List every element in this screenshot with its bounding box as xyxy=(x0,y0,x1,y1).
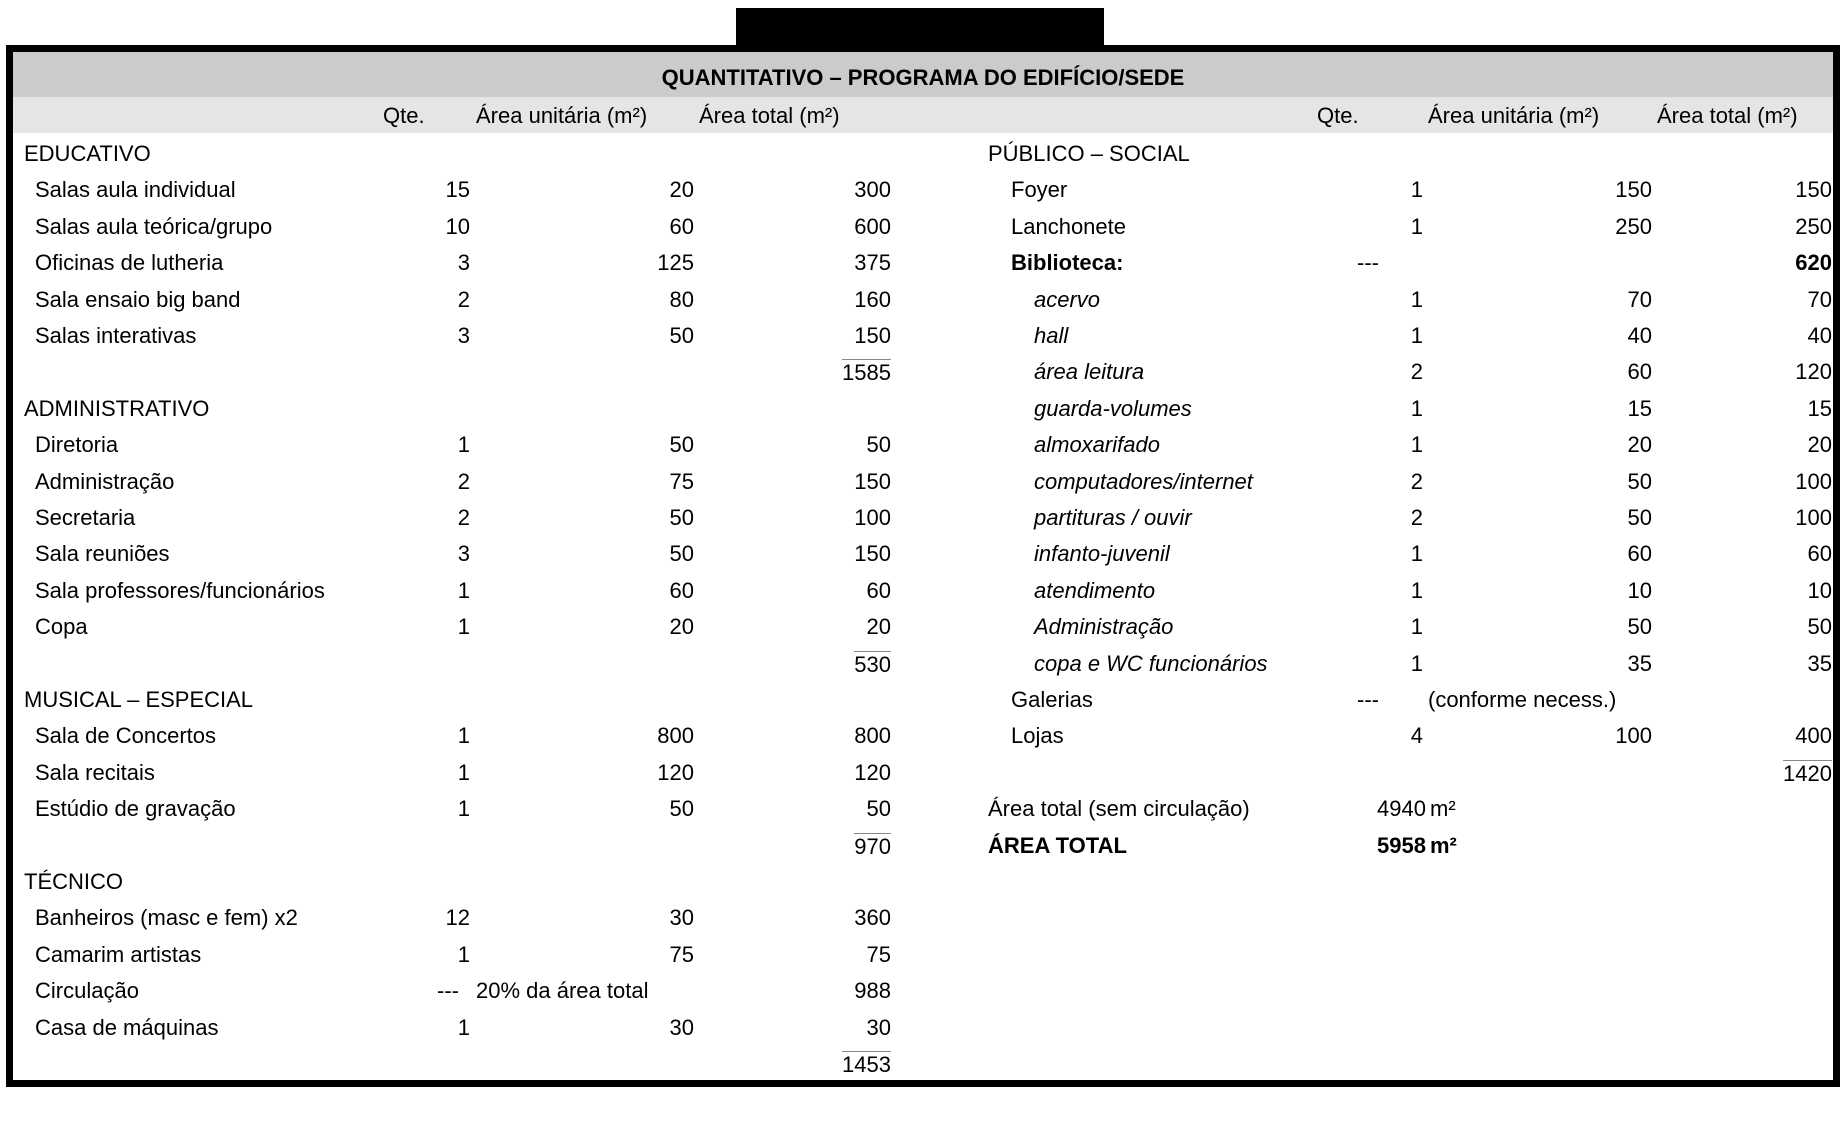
item-qty: 1 xyxy=(1410,286,1423,312)
item-total-area: 600 xyxy=(854,213,891,239)
item-label: Sala professores/funcionários xyxy=(35,577,325,603)
item-unit-area: 50 xyxy=(669,796,694,822)
item-total-area: 100 xyxy=(1795,505,1832,530)
item-qty: 15 xyxy=(445,177,470,203)
item-qty: 1 xyxy=(1410,577,1423,603)
section-subtotal: 1585 xyxy=(842,360,891,386)
item-total-area: 988 xyxy=(854,978,891,1004)
item-qty: 2 xyxy=(457,468,470,494)
library-item-label: partituras / ouvir xyxy=(1034,505,1192,530)
section-heading: ADMINISTRATIVO xyxy=(24,395,210,421)
item-label: Administração xyxy=(35,468,175,494)
item-label: Lojas xyxy=(1011,723,1064,749)
item-total-area: 40 xyxy=(1807,323,1832,348)
item-qty: 1 xyxy=(457,614,470,640)
item-qty: 1 xyxy=(1410,432,1423,458)
item-total-area: 250 xyxy=(1795,213,1832,239)
library-item-label: guarda-volumes xyxy=(1034,395,1192,421)
item-unit-area: 20 xyxy=(669,177,694,203)
section-subtotal: 1453 xyxy=(842,1052,891,1077)
right-qty-header: Qte. xyxy=(1317,103,1359,128)
section-heading: PÚBLICO – SOCIAL xyxy=(988,141,1190,166)
library-item-label: computadores/internet xyxy=(1034,468,1253,494)
net-area-unit: m² xyxy=(1430,796,1456,822)
item-qty: 1 xyxy=(457,577,470,603)
item-label: Salas aula teórica/grupo xyxy=(35,213,273,239)
item-total-area: 100 xyxy=(854,505,891,530)
item-qty: 4 xyxy=(1410,723,1423,749)
item-total-area: 15 xyxy=(1807,395,1832,421)
library-item-label: área leitura xyxy=(1034,359,1145,385)
item-label: Banheiros (masc e fem) x2 xyxy=(35,905,298,931)
item-label: Foyer xyxy=(1011,177,1068,203)
item-unit-area: 50 xyxy=(1627,614,1652,640)
left-total-area-header: Área total (m²) xyxy=(699,103,840,128)
item-unit-area: 50 xyxy=(1627,505,1652,530)
library-item-label: atendimento xyxy=(1034,577,1156,603)
item-total-area: 160 xyxy=(854,286,891,312)
item-unit-area: 20 xyxy=(669,614,694,640)
item-qty: 1 xyxy=(1410,614,1423,640)
item-unit-area: 60 xyxy=(1627,359,1652,385)
item-unit-area: 60 xyxy=(1627,541,1652,567)
gross-area-unit: m² xyxy=(1430,832,1457,858)
item-qty: 1 xyxy=(457,796,470,822)
item-label: Sala recitais xyxy=(35,759,155,785)
item-total-area: 120 xyxy=(854,759,891,785)
item-qty: 1 xyxy=(457,723,470,749)
library-item-label: copa e WC funcionários xyxy=(1034,650,1268,676)
section-subtotal: 970 xyxy=(854,833,891,859)
gross-area-value: 5958 xyxy=(1377,832,1426,858)
right-unit-area-header: Área unitária (m²) xyxy=(1428,103,1600,128)
item-total-area: 300 xyxy=(854,177,891,203)
program-table xyxy=(6,45,1840,1087)
item-unit-area: 15 xyxy=(1627,395,1652,421)
item-qty: --- xyxy=(437,978,459,1004)
item-qty: 2 xyxy=(1410,468,1423,494)
item-qty: 2 xyxy=(457,286,470,312)
library-item-label: Administração xyxy=(1034,614,1174,640)
left-qty-header: Qte. xyxy=(383,103,425,128)
item-label: Sala reuniões xyxy=(35,541,170,567)
item-unit-area: 800 xyxy=(657,723,694,749)
item-label: Diretoria xyxy=(35,432,119,458)
item-unit-area: 50 xyxy=(1627,468,1652,494)
item-qty: 3 xyxy=(457,323,470,348)
item-total-area: 150 xyxy=(854,468,891,494)
item-total-area: 35 xyxy=(1807,650,1832,676)
item-unit-area: 50 xyxy=(669,541,694,567)
item-unit-area: 20 xyxy=(1627,432,1652,458)
library-item-label: acervo xyxy=(1034,286,1101,312)
item-unit-area: 35 xyxy=(1627,650,1652,676)
item-label: Estúdio de gravação xyxy=(35,796,236,822)
item-qty: 1 xyxy=(1410,213,1423,239)
item-qty: 2 xyxy=(1410,505,1423,530)
item-unit-area: 20% da área total xyxy=(476,978,649,1004)
item-qty: 10 xyxy=(445,213,470,239)
item-total-area: 50 xyxy=(866,432,891,458)
column-header-band xyxy=(13,97,1833,133)
item-unit-area: 50 xyxy=(669,505,694,530)
item-qty: 12 xyxy=(445,905,470,931)
library-qty: --- xyxy=(1357,250,1379,276)
item-label: Secretaria xyxy=(35,505,136,530)
item-unit-area: 120 xyxy=(657,759,694,785)
item-qty: --- xyxy=(1357,687,1379,712)
section-subtotal: 1420 xyxy=(1783,760,1832,786)
item-total-area: 20 xyxy=(866,614,891,640)
item-unit-area: 40 xyxy=(1627,323,1652,348)
item-qty: 1 xyxy=(1410,177,1423,203)
item-total-area: 10 xyxy=(1807,577,1832,603)
item-total-area: 100 xyxy=(1795,468,1832,494)
library-item-label: hall xyxy=(1034,323,1069,348)
item-unit-area: 30 xyxy=(669,1014,694,1040)
item-total-area: 150 xyxy=(854,323,891,348)
library-item-label: infanto-juvenil xyxy=(1034,541,1170,567)
item-total-area: 50 xyxy=(1807,614,1832,640)
item-unit-area: 50 xyxy=(669,432,694,458)
item-unit-area: 50 xyxy=(669,323,694,348)
library-total: 620 xyxy=(1795,250,1832,276)
item-qty: 1 xyxy=(1410,395,1423,421)
item-label: Sala ensaio big band xyxy=(35,286,241,312)
item-label: Galerias xyxy=(1011,687,1093,712)
section-heading: MUSICAL – ESPECIAL xyxy=(24,687,254,712)
item-label: Lanchonete xyxy=(1011,213,1126,239)
item-label: Copa xyxy=(35,614,88,640)
item-total-area: 75 xyxy=(866,941,891,967)
item-total-area: 60 xyxy=(1807,541,1832,567)
item-unit-area: 75 xyxy=(669,468,694,494)
item-qty: 1 xyxy=(1410,541,1423,567)
item-qty: 2 xyxy=(1410,359,1423,385)
item-unit-area: 125 xyxy=(657,250,694,276)
item-unit-area: 10 xyxy=(1627,577,1652,603)
item-qty: 1 xyxy=(1410,650,1423,676)
item-total-area: 60 xyxy=(866,577,891,603)
item-unit-area: 100 xyxy=(1615,723,1652,749)
item-qty: 3 xyxy=(457,250,470,276)
redaction-tab xyxy=(736,8,1104,48)
library-heading: Biblioteca: xyxy=(1011,250,1124,276)
item-unit-area: 150 xyxy=(1615,177,1652,203)
gross-area-label: ÁREA TOTAL xyxy=(988,832,1127,858)
item-label: Salas aula individual xyxy=(35,177,236,203)
item-label: Circulação xyxy=(35,978,139,1004)
item-unit-area: 75 xyxy=(669,941,694,967)
item-label: Salas interativas xyxy=(35,323,197,348)
item-unit-area: (conforme necess.) xyxy=(1428,687,1617,712)
item-unit-area: 80 xyxy=(669,286,694,312)
item-total-area: 120 xyxy=(1795,359,1832,385)
item-total-area: 150 xyxy=(1795,177,1832,203)
section-heading: EDUCATIVO xyxy=(24,141,151,166)
section-subtotal: 530 xyxy=(854,651,891,677)
item-qty: 3 xyxy=(457,541,470,567)
item-total-area: 400 xyxy=(1795,723,1832,749)
item-unit-area: 30 xyxy=(669,905,694,931)
item-label: Sala de Concertos xyxy=(35,723,216,749)
item-total-area: 70 xyxy=(1807,286,1832,312)
item-label: Casa de máquinas xyxy=(35,1014,219,1040)
item-total-area: 150 xyxy=(854,541,891,567)
item-total-area: 20 xyxy=(1807,432,1832,458)
library-item-label: almoxarifado xyxy=(1034,432,1160,458)
item-label: Camarim artistas xyxy=(35,941,202,967)
item-unit-area: 60 xyxy=(669,213,694,239)
item-qty: 1 xyxy=(1410,323,1423,348)
item-qty: 1 xyxy=(457,432,470,458)
item-total-area: 360 xyxy=(854,905,891,931)
table-title: QUANTITATIVO – PROGRAMA DO EDIFÍCIO/SEDE xyxy=(661,65,1185,90)
item-qty: 1 xyxy=(457,941,470,967)
item-qty: 1 xyxy=(457,1014,470,1040)
section-heading: TÉCNICO xyxy=(24,869,123,894)
left-unit-area-header: Área unitária (m²) xyxy=(476,103,648,128)
item-unit-area: 250 xyxy=(1615,213,1652,239)
title-band xyxy=(13,52,1833,97)
net-area-label: Área total (sem circulação) xyxy=(988,796,1250,822)
right-total-area-header: Área total (m²) xyxy=(1657,103,1798,128)
net-area-value: 4940 xyxy=(1377,796,1426,822)
item-total-area: 30 xyxy=(866,1014,891,1040)
item-qty: 1 xyxy=(457,759,470,785)
item-qty: 2 xyxy=(457,505,470,530)
item-unit-area: 60 xyxy=(669,577,694,603)
item-label: Oficinas de lutheria xyxy=(35,250,224,276)
item-total-area: 50 xyxy=(866,796,891,822)
item-total-area: 800 xyxy=(854,723,891,749)
item-total-area: 375 xyxy=(854,250,891,276)
item-unit-area: 70 xyxy=(1627,286,1652,312)
